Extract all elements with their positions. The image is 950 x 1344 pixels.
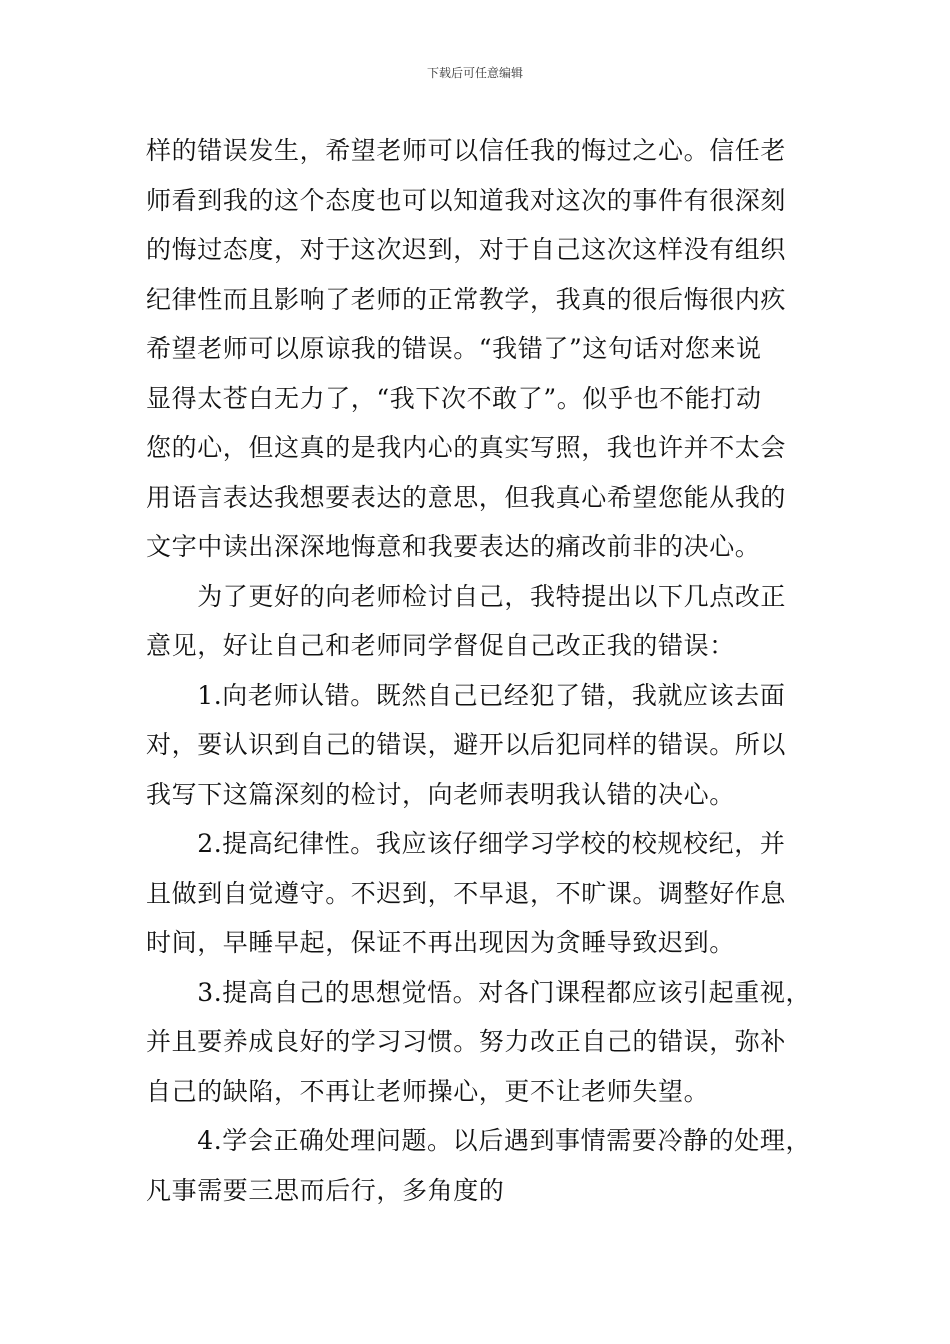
document-body — [146, 126, 812, 1215]
body-line: 1.向老师认错。既然自己已经犯了错，我就应该去面 — [146, 680, 786, 710]
body-line: 时间，早睡早起，保证不再出现因为贪睡导致迟到。 — [146, 928, 735, 957]
body-line: 文字中读出深深地悔意和我要表达的痛改前非的决心。 — [146, 532, 761, 561]
body-line: 并且要养成良好的学习习惯。努力改正自己的错误，弥补 — [146, 1027, 787, 1056]
body-line: 显得太苍白无力了，“我下次不敢了”。似乎也不能打动 — [146, 383, 762, 413]
body-line: 意见，好让自己和老师同学督促自己改正我的错误： — [146, 631, 735, 660]
body-line: 且做到自觉遵守。不迟到，不早退，不旷课。调整好作息 — [146, 878, 787, 908]
body-line: 自己的缺陷，不再让老师操心，更不让老师失望。 — [146, 1076, 710, 1106]
body-line: 的悔过态度，对于这次迟到，对于自己这次这样没有组织 — [146, 235, 787, 264]
body-line: 样的错误发生，希望老师可以信任我的悔过之心。信任老 — [146, 136, 787, 165]
body-line: 师看到我的这个态度也可以知道我对这次的事件有很深刻 — [146, 185, 787, 215]
body-line: 2.提高纪律性。我应该仔细学习学校的校规校纪，并 — [146, 829, 786, 858]
body-line: 希望老师可以原谅我的错误。“我错了”这句话对您来说 — [146, 334, 762, 363]
body-line: 您的心，但这真的是我内心的真实写照，我也许并不太会 — [146, 433, 787, 462]
body-line: 用语言表达我想要表达的意思，但我真心希望您能从我的 — [146, 482, 787, 512]
body-line: 为了更好的向老师检讨自己，我特提出以下几点改正 — [146, 581, 787, 611]
body-line: 对，要认识到自己的错误，避开以后犯同样的错误。所以 — [146, 730, 787, 759]
body-line: 4.学会正确处理问题。以后遇到事情需要冷静的处理， — [146, 1126, 812, 1155]
body-line: 纪律性而且影响了老师的正常教学，我真的很后悔很内疚 — [146, 284, 787, 314]
body-line: 3.提高自己的思想觉悟。对各门课程都应该引起重视， — [146, 977, 812, 1007]
body-line: 凡事需要三思而后行，多角度的 — [146, 1175, 505, 1205]
body-line: 我写下这篇深刻的检讨，向老师表明我认错的决心。 — [146, 779, 735, 809]
page-header-note: 下载后可任意编辑 — [426, 66, 523, 80]
